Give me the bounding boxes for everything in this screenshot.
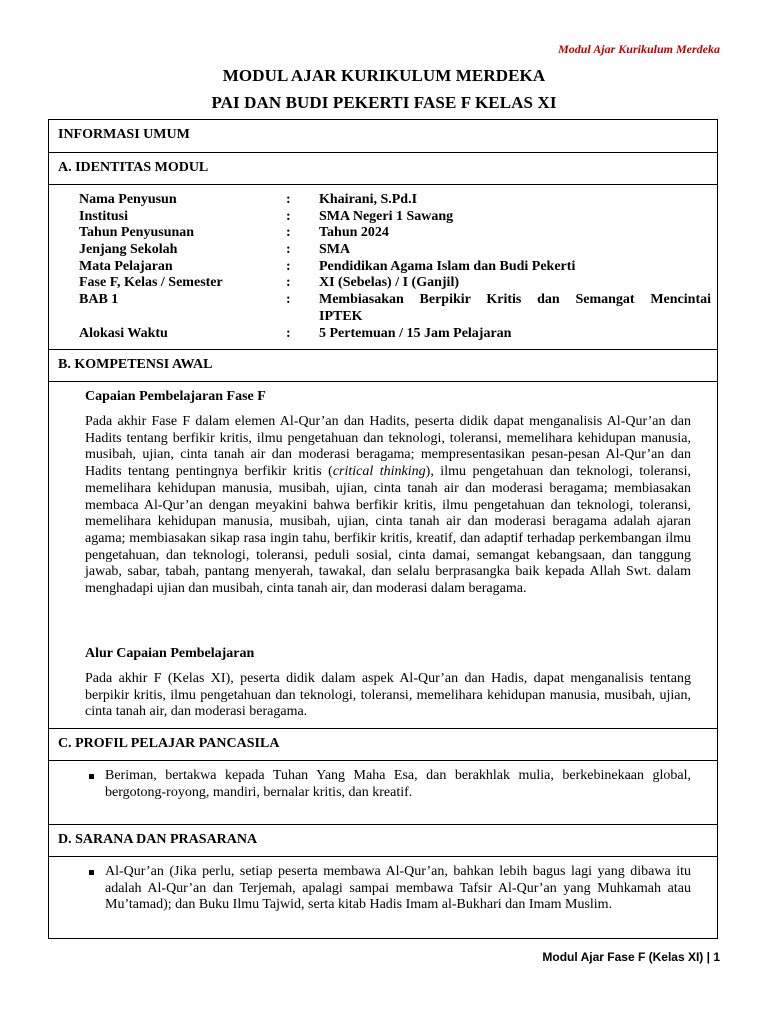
identitas-colon: : <box>286 275 291 291</box>
identitas-label: Mata Pelajaran <box>79 258 173 274</box>
section-profil-pelajar: C. PROFIL PELAJAR PANCASILA <box>58 736 280 751</box>
identitas-colon: : <box>286 242 291 258</box>
alur-paragraph: Pada akhir F (Kelas XI), peserta didik dalam aspek Al-Qur’an dan Hadis, dapat menganalisis tentang berpikir kritis, ilmu pengetahuan dan teknologi, toleransi, memelihara kehidupan manusia, musibah, ujian, cinta tanah air, dan moderasi beragama. <box>85 671 691 720</box>
identitas-label: BAB 1 <box>79 292 119 308</box>
identitas-value: Pendidikan Agama Islam dan Budi Pekerti <box>319 258 576 274</box>
identitas-colon: : <box>286 208 291 224</box>
identitas-label: Tahun Penyusunan <box>79 225 195 241</box>
identitas-colon: : <box>286 292 291 308</box>
identitas-label: Institusi <box>79 208 129 224</box>
identitas-label: Fase F, Kelas / Semester <box>79 275 223 291</box>
identitas-colon: : <box>286 225 291 241</box>
identitas-list <box>79 192 711 342</box>
identitas-colon: : <box>286 258 291 274</box>
section-sarana-prasarana: D. SARANA DAN PRASARANA <box>58 832 258 847</box>
identitas-colon: : <box>286 325 291 341</box>
alur-heading: Alur Capaian Pembelajaran <box>85 646 255 661</box>
identitas-row <box>79 192 711 209</box>
section-informasi-umum: INFORMASI UMUM <box>58 127 190 142</box>
identitas-label: Nama Penyusun <box>79 192 177 207</box>
identitas-value: XI (Sebelas) / I (Ganjil) <box>319 275 459 291</box>
capaian-heading: Capaian Pembelajaran Fase F <box>85 389 266 404</box>
bullet-square-icon <box>89 870 94 875</box>
identitas-value: Khairani, S.Pd.I <box>319 192 418 207</box>
profil-list-item <box>85 768 691 801</box>
section-kompetensi-awal: B. KOMPETENSI AWAL <box>58 357 213 372</box>
identitas-label: Jenjang Sekolah <box>79 242 178 258</box>
identitas-row <box>79 326 711 343</box>
identitas-value: 5 Pertemuan / 15 Jam Pelajaran <box>319 325 512 341</box>
identitas-row <box>79 275 711 292</box>
header-note: Modul Ajar Kurikulum Merdeka <box>558 42 720 56</box>
section-identitas-modul: A. IDENTITAS MODUL <box>58 160 209 175</box>
identitas-label: Alokasi Waktu <box>79 325 168 341</box>
divider <box>49 760 717 761</box>
sarana-text: Al-Qur’an (Jika perlu, setiap peserta membawa Al-Qur’an, bahkan lebih bagus lagi yang dibawa itu adalah Al-Qur’an dan Terjemah, apalagi sampai membawa Tafsir Al-Qur’an yang Muhkamah atau Mu’tamad); dan Buku Ilmu Tajwid, serta kitab Hadis Imam al-Bukhari dan Imam Muslim. <box>105 864 691 913</box>
module-table <box>48 119 718 939</box>
identitas-value: Tahun 2024 <box>319 225 389 241</box>
capaian-text-cont: ), ilmu pengetahuan dan teknologi, toleransi, memelihara kehidupan manusia, musibah, ujian, cinta tanah air dan moderasi beragama; membiasakan membaca Al-Qur’an dengan meyakini bahwa berfikir kritis, ilmu pengetahuan dan teknologi, toleransi, memelihara kehidupan manusia, musibah, ujian, cinta tanah air dan moderasi beragama adalah ajaran agama; membiasakan sikap rasa ingin tahu, berfikir kritis, kreatif, dan adaptif terhadap perkembangan ilmu pengetahuan, dan teknologi, toleransi, peduli sosial, cinta damai, semangat kebangsaan, dan tanggung jawab, sabar, tabah, pantang menyerah, tawakal, dan selalu berprasangka baik kepada Allah Swt. dalam menghadapi ujian dan musibah, cinta tanah air, dan moderasi dalam beragama. <box>85 464 691 597</box>
identitas-row <box>79 225 711 242</box>
identitas-row <box>79 242 711 259</box>
document-subtitle: PAI DAN BUDI PEKERTI FASE F KELAS XI <box>211 93 557 112</box>
identitas-value: Membiasakan Berpikir Kritis dan Semangat Mencintai <box>319 292 711 308</box>
page-footer: Modul Ajar Fase F (Kelas XI) | 1 <box>542 950 720 964</box>
identitas-row <box>79 292 711 309</box>
identitas-row-continued <box>79 309 711 326</box>
profil-text: Beriman, bertakwa kepada Tuhan Yang Maha Esa, dan berakhlak mulia, berkebinekaan global, bergotong-royong, mandiri, bernalar kritis, dan kreatif. <box>105 768 691 800</box>
identitas-value: SMA <box>319 242 351 258</box>
divider <box>49 381 717 382</box>
bullet-square-icon <box>89 774 94 779</box>
divider <box>49 856 717 857</box>
identitas-row <box>79 259 711 276</box>
divider <box>49 184 717 185</box>
capaian-paragraph <box>85 414 691 598</box>
identitas-row <box>79 209 711 226</box>
document-title: MODUL AJAR KURIKULUM MERDEKA <box>222 66 546 85</box>
sarana-list-item <box>85 864 691 914</box>
identitas-colon: : <box>286 192 291 207</box>
identitas-value-continued: IPTEK <box>319 308 363 324</box>
capaian-italic-term: critical thinking <box>332 464 426 480</box>
identitas-value: SMA Negeri 1 Sawang <box>319 208 454 224</box>
capaian-text: Pada akhir Fase F dalam elemen Al-Qur’an dan Hadits, peserta didik dapat menganalisis Al-Qur’an dan Hadits tentang berfikir kritis, ilmu pengetahuan dan teknologi, toleransi, memelihara kehidupan manusia, musibah, ujian, cinta tanah air dan moderasi beragama; mempresentasikan pesan-pesan Al-Qur’an dan Hadits tentang pentingnya berfikir kritis ( <box>85 414 691 480</box>
